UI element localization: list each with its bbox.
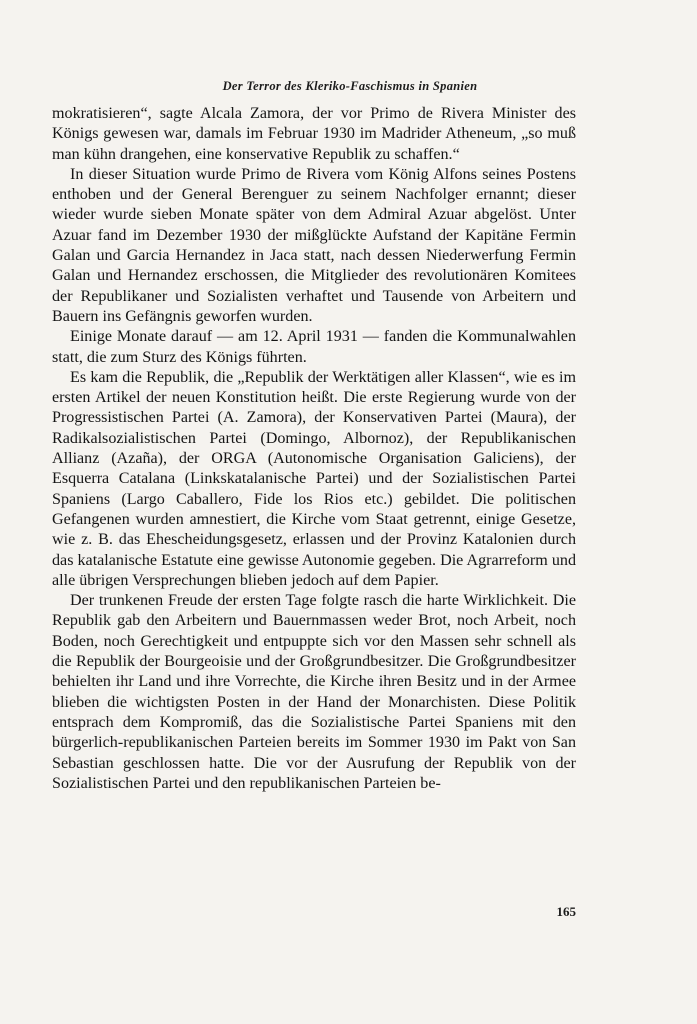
paragraph-5: Der trunkenen Freude der ersten Tage folgte rasch die harte Wirklichkeit. Die Republik gab den Arbeitern und Bauernmassen weder Brot, noch Arbeit, noch Boden, noch Gerechtigkeit und entpuppte sich vor den Massen sehr schnell als die Republik der Bourgeoisie und der Großgrundbesitzer. Die Großgrundbesitzer behielten ihr Land und ihre Vorrechte, die Kirche ihren Besitz und in der Armee blieben die wichtigsten Posten in der Hand der Monarchisten. Diese Politik entsprach dem Kompromiß, das die Sozialistische Partei Spaniens mit den bürgerlich-republikanischen Parteien bereits im Sommer 1930 im Pakt von San Sebastian geschlossen hatte. Die vor der Ausrufung der Republik von der Sozialistischen Partei und den republikanischen Parteien be- <box>52 592 576 792</box>
body-text <box>52 104 576 794</box>
paragraph-2: In dieser Situation wurde Primo de Rivera vom König Alfons seines Postens enthoben und der General Berenguer zu seinem Nachfolger ernannt; dieser wieder wurde sieben Monate später von dem Admiral Azuar abgelöst. Unter Azuar fand im Dezember 1930 der mißglückte Aufstand der Kapitäne Fermin Galan und Garcia Hernandez in Jaca statt, nach dessen Niederwerfung Fermin Galan und Hernandez erschossen, die Mitglieder des revolutionären Komitees der Republikaner und Sozialisten verhaftet und Tausende von Arbeitern und Bauern ins Gefängnis geworfen wurden. <box>52 165 576 325</box>
page-number: 165 <box>556 904 576 919</box>
running-head: Der Terror des Kleriko-Faschismus in Spanien <box>222 79 478 93</box>
paragraph-1: mokratisieren“, sagte Alcala Zamora, der vor Primo de Rivera Minister des Königs gewesen war, damals im Februar 1930 im Madrider Atheneum, „so muß man kühn drangehen, eine konservative Republik zu schaffen.“ <box>52 105 576 163</box>
paragraph-3: Einige Monate darauf — am 12. April 1931 — fanden die Kommunalwahlen statt, die zum Sturz des Königs führten. <box>52 328 576 366</box>
paragraph-4: Es kam die Republik, die „Republik der Werktätigen aller Klassen“, wie es im ersten Artikel der neuen Konstitution heißt. Die erste Regierung wurde von der Progressistischen Partei (A. Zamora), der Konservativen Partei (Maura), der Radikalsozialistischen Partei (Domingo, Albornoz), der Republikanischen Allianz (Azaña), der ORGA (Autonomische Organisation Galiciens), der Esquerra Catalana (Linkskatalanische Partei) und der Sozialistischen Partei Spaniens (Largo Caballero, Fide los Rios etc.) gebildet. Die politischen Gefangenen wurden amnestiert, die Kirche vom Staat getrennt, einige Gesetze, wie z. B. das Ehescheidungsgesetz, erlassen und der Provinz Katalonien durch das katalanische Estatute eine gewisse Autonomie gegeben. Die Agrarreform und alle übrigen Versprechungen blieben jedoch auf dem Papier. <box>52 368 576 589</box>
